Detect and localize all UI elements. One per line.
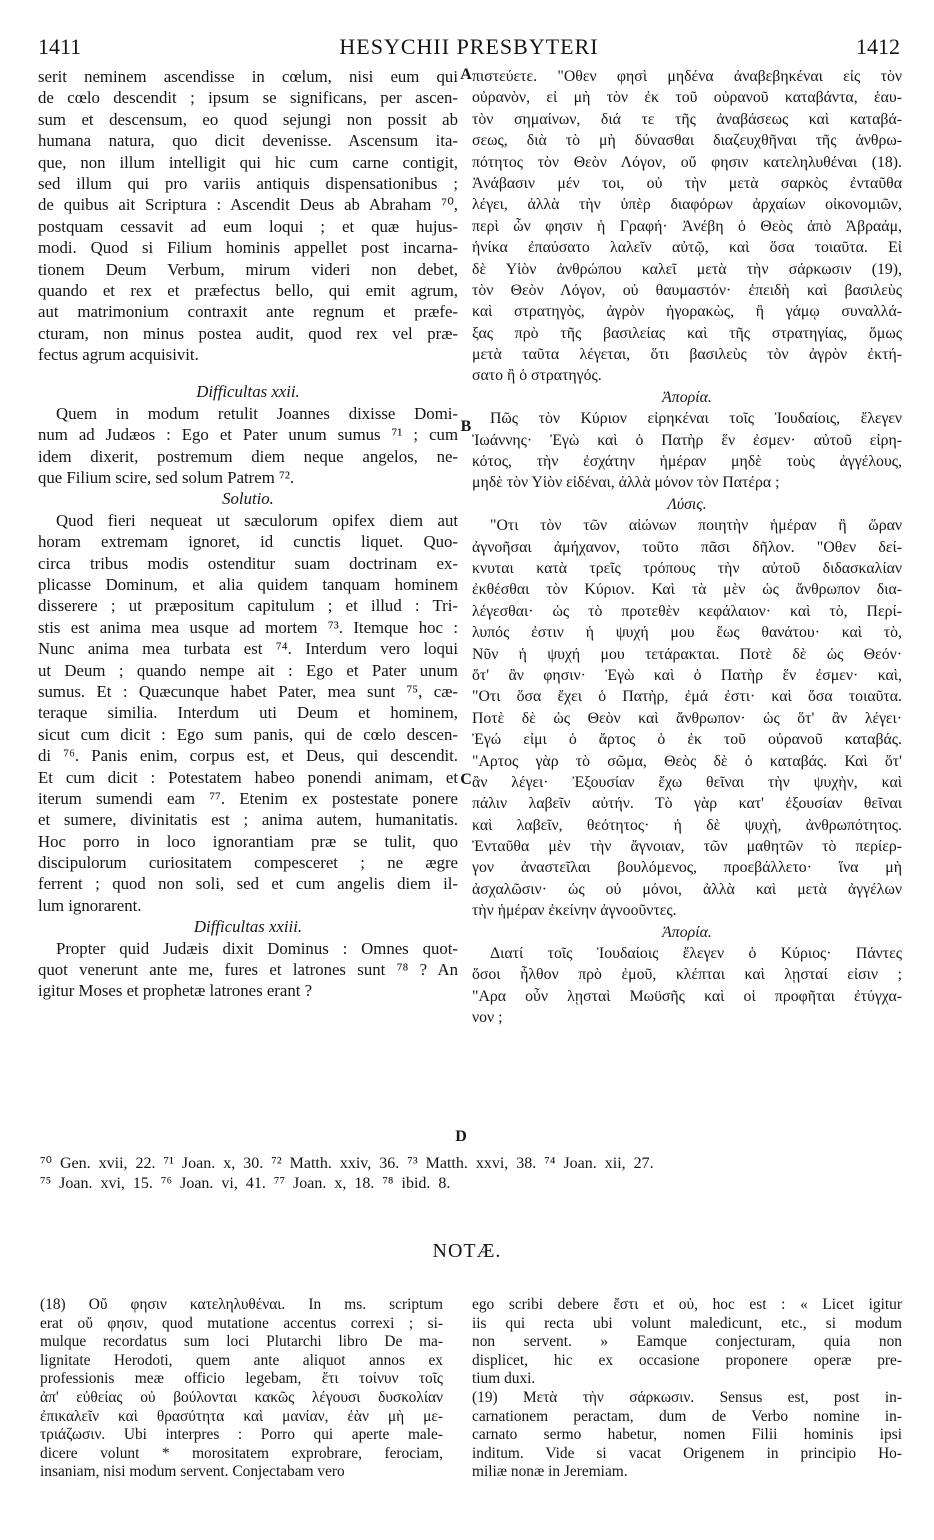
text-line: disserere ; ut præpositum capitulum ; et illud : Tri- [38,596,458,616]
text-line: postquam cessavit ad eum loqui ; et quæ hujus- [38,216,458,236]
page-number-right: 1412 [856,34,900,59]
text-line: serit neminem ascendisse in cœlum, nisi eum qui [38,67,458,86]
note-line: carnato sermo habetur, nomen Filii hominis ipsi [472,1426,902,1444]
text-line: πάλιν λαβεῖν αὐτήν. Τὸ γὰρ κατ' ἐξουσίαν θεῖναι [472,795,902,813]
text-line: ἀσχαλῶσιν· ὡς οὐ μόνοι, ἀλλὰ καὶ μετὰ ἀγγέλων [472,880,902,898]
text-line: ὅτ' ἂν φησιν· Ἐγὼ καὶ ὁ Πατὴρ ἕν ἐσμεν· καὶ, [472,666,902,684]
text-line: σατο ἢ ὁ στρατηγός. [472,367,602,385]
text-line: ἐκθέσθαι τὸν Κύριον. Καὶ τὰ μὲν ὡς ἄνθρωπον δια- [472,581,902,599]
text-line: Hoc porro in loco ignorantiam præ se tulit, quo [38,831,458,851]
text-line: "Αρτος γὰρ τὸ σῶμα, Θεὸς δὲ ὁ καταβάς. Καὶ ὅτ' [472,752,902,770]
text-line: circa tribus modis ostenditur suam doctrinam ex- [38,553,458,573]
text-line: cturam, non minus postea audit, quod rex vel præ- [38,323,458,343]
text-line: ὅσοι ἦλθον πρὸ ἐμοῦ, κλέπται καὶ λῃσταί εἰσιν ; [472,966,902,984]
text-line: ferrent ; quod non soli, sed et cum angelis diem il- [38,874,458,894]
note-line: miliæ nonæ in Jeremiam. [472,1463,628,1481]
text-line: "Οτι τὸν τῶν αἰώνων ποιητὴν ἡμέραν ἢ ὥραν [490,517,902,535]
section-heading: Ἀπορία. [662,923,712,941]
note-line: ἀπ' εὐθείας οὐ βούλονται κακῶς λέγουσι δυσκολίαν [40,1388,443,1406]
text-line: sed illum qui pro variis antiquis dispensationibus ; [38,173,458,193]
text-line: σεως, διὰ τὸ μὴ δύνασθαι διαζευχθῆναι τῆς ἀνθρω- [472,132,902,150]
text-line: ξας πρὸ τῆς βασιλείας καὶ τῆς στρατηγίας, ὅμως [472,324,902,342]
note-line: (18) Οὔ φησιν κατεληλυθέναι. In ms. scriptum [40,1296,443,1313]
reference-line: ⁷⁰ Gen. xvii, 22. ⁷¹ Joan. x, 30. ⁷² Matth. xxiv, 36. ⁷³ Matth. xxvi, 38. ⁷⁴ Joan. xii, 27. [40,1155,654,1172]
text-line: λέγεσθαι· ὡς τὸ προτεθὲν κεφάλαιον· καὶ τὸ, Περί- [472,602,902,620]
text-line: "Αρα οὖν λῃσταὶ Μωϋσῆς καὶ οἱ προφῆται ἐτύγχα- [472,987,902,1005]
text-line: quando et rex et præfectus bello, qui emit agrum, [38,280,458,300]
text-line [38,365,458,373]
text-line: que, non illum intelligit qui hic cum carne contigit, [38,152,458,172]
notes-heading: NOTÆ. [432,1240,502,1262]
running-header [38,34,900,64]
text-line: λυπός ἐστιν ἡ ψυχή μου ἕως θανάτου· καὶ τὸ, [472,624,902,642]
text-line: tionem Deum Verbum, mirum videri non debet, [38,259,458,279]
text-line: Ποτὲ δὲ ὡς Θεὸν καὶ ἄνθρωπον· ὡς ὅτ' ἂν λέγει· [472,709,902,727]
text-line: Ἰωάννης· Ἐγὼ καὶ ὁ Πατὴρ ἕν ἐσμεν· αὐτοῦ εἰρη- [472,431,902,449]
note-line: τριάζωσιν. Ubi interpres : Porro qui aperte male- [40,1426,443,1444]
text-line: κνυται κατὰ τρεῖς τρόπους τὴν αὐτοῦ διδασκαλίαν [472,559,902,577]
latin-column [38,66,458,1002]
note-line: ἐπικαλεῖν καὶ θρασύτητα καὶ μανίαν, ἐὰν μὴ με- [40,1407,443,1425]
text-line: que Filium scire, sed solum Patrem ⁷². [38,468,295,488]
note-line: lignitate Herodoti, quem ante aliquot annos ex [40,1351,443,1369]
text-line: num ad Judæos : Ego et Pater unum sumus ⁷¹ ; cum [38,425,458,445]
text-line: sumus. Et : Quæcunque habet Pater, mea sunt ⁷⁵, cæ- [38,681,458,701]
text-line: di ⁷⁶. Panis enim, corpus est, et Deus, qui descendit. [38,746,458,766]
text-line: Ἐνταῦθα μὲν τὴν ἄγνοιαν, τῶν μαθητῶν τὸ περίερ- [472,838,902,856]
page-number-left: 1411 [38,34,82,59]
text-line [38,373,458,381]
text-line: Ἐγώ εἰμι ὁ ἄρτος ὁ ἐκ τοῦ οὐρανοῦ καταβάς. [472,731,902,749]
text-line: Quem in modum retulit Joannes dixisse Domi- [56,403,458,423]
text-line: γον ἀναστεῖλαι βουλόμενος, προεβάλλετο· ἵνα μὴ [472,859,902,877]
note-line: carnationem peractam, dum de Verbo nomine in- [472,1407,902,1425]
note-line: non servent. » Eamque conjecturam, quia non [472,1333,902,1351]
text-line: Propter quid Judæis dixit Dominus : Omnes quot- [56,938,458,958]
section-heading: Solutio. [222,489,274,509]
text-line: idem dixerit, postremum diem neque angelos, ne- [38,446,458,466]
text-line: καὶ λαβεῖν, θεότητος· ἡ δὲ ψυχὴ, ἀνθρωπότητος. [472,816,902,834]
text-line: horam extremam ignoret, id cunctis liquet. Quo- [38,532,458,552]
text-line: stis est anima mea usque ad mortem ⁷³. Itemque hoc : [38,617,458,637]
note-line: professionis meæ officio legebam, ἔτι τοίνυν τοῖς [40,1370,443,1388]
text-line: Quod fieri nequeat ut sæculorum opifex diem aut [56,510,458,530]
text-line: δὲ Υἱὸν ἀνθρώπου καλεῖ μετὰ τὴν σάρκωσιν (19), [472,260,902,278]
text-line: μηδὲ τὸν Υἱὸν εἰδέναι, ἀλλὰ μόνον τὸν Πατέρα ; [472,474,780,492]
note-line: (19) Μετὰ τὴν σάρκωσιν. Sensus est, post in- [472,1388,902,1406]
note-line: insaniam, nisi modum servent. Conjectabam vero [40,1463,345,1481]
text-line: Νῦν ἡ ψυχή μου τετάρακται. Ποτὲ δὲ ὡς Θεόν· [472,645,902,663]
notes-right-column [472,1296,902,1482]
text-line: igitur Moses et prophetæ latrones erant ? [38,981,313,1001]
text-line: Nunc anima mea turbata est ⁷⁴. Interdum vero loqui [38,639,458,659]
text-line: τὸν Θεὸν Λόγον, οὐ θαυμαστόν· ἐπειδὴ καὶ βασιλεὺς [472,281,902,299]
note-line: erat οὔ φησιν, quod mutatione accentus correxi ; si- [40,1314,443,1332]
text-line: sicut cum dicit : Ego sum panis, qui de cœlo descen- [38,724,458,744]
note-line: displicet, hic ex occasione proponere operæ pre- [472,1351,902,1369]
margin-marker-b: B [460,418,472,435]
text-line: μετὰ ταῦτα λέγεται, ὅτι βασιλεὺς τὸν ἀγρὸν ἐκτή- [472,346,902,364]
scripture-references [40,1154,904,1194]
running-title: HESYCHII PRESBYTERI [339,34,599,59]
notes-left-column [40,1296,443,1482]
text-line: de quibus ait Scriptura : Ascendit Deus ab Abraham ⁷⁰, [38,195,458,215]
reference-line: ⁷⁵ Joan. xvi, 15. ⁷⁶ Joan. vi, 41. ⁷⁷ Joan. x, 18. ⁷⁸ ibid. 8. [40,1175,451,1192]
text-line: περὶ ὧν φησιν ἡ Γραφή· Ἀνέβη ὁ Θεὸς ἀπὸ Ἀβραάμ, [472,217,902,235]
note-line: ego scribi debere ἔστι et οὐ, hoc est : « Licet igitur [472,1296,902,1313]
text-line: "Οτι ὅσα ἔχει ὁ Πατὴρ, ἐμά ἐστι· καὶ ὅσα τοιαῦτα. [472,688,902,706]
text-line: καὶ στρατηγὸς, ἀγρὸν ἠγορακὼς, ἢ γάμῳ συναλλά- [472,303,902,321]
text-line: Διατί τοῖς Ἰουδαίοις ἔλεγεν ὁ Κύριος· Πάντες [490,945,902,963]
text-line: ἀγνοῆσαι ἀμήχανον, τοῦτο πᾶσι δῆλον. "Οθεν δεί- [472,538,902,556]
margin-marker-d: D [455,1128,467,1145]
text-line: iterum sumendi eam ⁷⁷. Etenim ex postestate ponere [38,788,458,808]
text-line: οὐρανὸν, εἰ μὴ τὸν ἐκ τοῦ οὐρανοῦ καταβάντα, ἑαυ- [472,89,902,107]
text-line: fectus agrum acquisivit. [38,345,199,365]
text-line: Πῶς τὸν Κύριον εἰρηκέναι τοῖς Ἰουδαίοις, ἔλεγεν [490,410,902,428]
text-line: Ἀνάβασιν μέν τοι, οὐ τὴν μετὰ σαρκὸς ἐνταῦθα [472,174,902,192]
text-line: discipulorum curiositatem compesceret ; ne ægre [38,853,458,873]
section-heading: Ἀπορία. [662,388,712,406]
text-line: quot venerunt ante me, fures et latrones sunt ⁷⁸ ? An [38,960,458,980]
note-line: tium duxi. [472,1370,536,1388]
text-line: τὸν σημαίνων, διά τε τῆς ἀναβάσεως καὶ καταβά- [472,110,902,128]
text-line: ἂν λέγει· Ἐξουσίαν ἔχω θεῖναι τὴν ψυχὴν, καὶ [472,773,902,791]
text-line: modi. Quod si Filium hominis appellet post incarna- [38,238,458,258]
text-line: teraque similia. Interdum uti Deum et hominem, [38,703,458,723]
text-line: ἡνίκα ἐπαύσατο λαλεῖν αὐτῷ, καὶ ὅσα τοιαῦτα. Εἰ [472,239,902,257]
section-heading: Λύσις. [667,495,707,513]
section-heading: Difficultas xxii. [196,382,300,402]
text-line: aut matrimonium contraxit ante regnum et præfe- [38,302,458,322]
note-line: mulque recordatus sum loci Plutarchi libro De ma- [40,1333,443,1351]
text-line: Et cum dicit : Potestatem habeo ponendi animam, et [38,767,458,787]
note-line: inditum. Vide si vacat Origenem in principio Ho- [472,1444,902,1462]
text-line: lum ignorarent. [38,895,142,915]
text-line: plicasse Dominum, et alia quidem tanquam hominem [38,574,458,594]
text-line: νον ; [472,1009,503,1027]
text-line: λέγει, ἀλλὰ τὴν ὑπὲρ διαφόρων ἀρχαίων οἰκονομιῶν, [472,196,902,214]
text-line: πότητος τὸν Θεὸν Λόγον, οὔ φησιν κατεληλυθέναι (18). [472,153,902,171]
greek-column [472,66,902,1029]
text-line: de cœlo descendit ; ipsum se significans, per ascen- [38,88,458,108]
text-line: ut Deum ; quando nempe ait : Ego et Pater unum [38,660,458,680]
text-line: et sumere, divinitatis est ; anima autem, humanitatis. [38,810,458,830]
text-line: sum et descensum, eo quod sejungi non possit ab [38,109,458,129]
text-line: humana natura, quo dicit devenisse. Ascensum ita- [38,131,458,151]
section-heading: Difficultas xxiii. [193,917,303,937]
text-line: πιστεύετε. "Οθεν φησὶ μηδένα ἀναβεβηκέναι εἰς τὸν [472,68,902,85]
margin-marker-c: C [460,771,472,788]
note-line: iis qui recta ubi volunt maledicunt, etc., si modum [472,1314,902,1332]
margin-marker-a: A [460,66,472,83]
text-line: κότος, τὴν ἐσχάτην ἡμέραν μηδὲ τοὺς ἀγγέλους, [472,453,902,471]
note-line: dicere volunt * morositatem exprobrare, ferociam, [40,1444,443,1462]
text-line: τὴν ἡμέραν ἐκείνην ἀγνοοῦντες. [472,902,677,920]
